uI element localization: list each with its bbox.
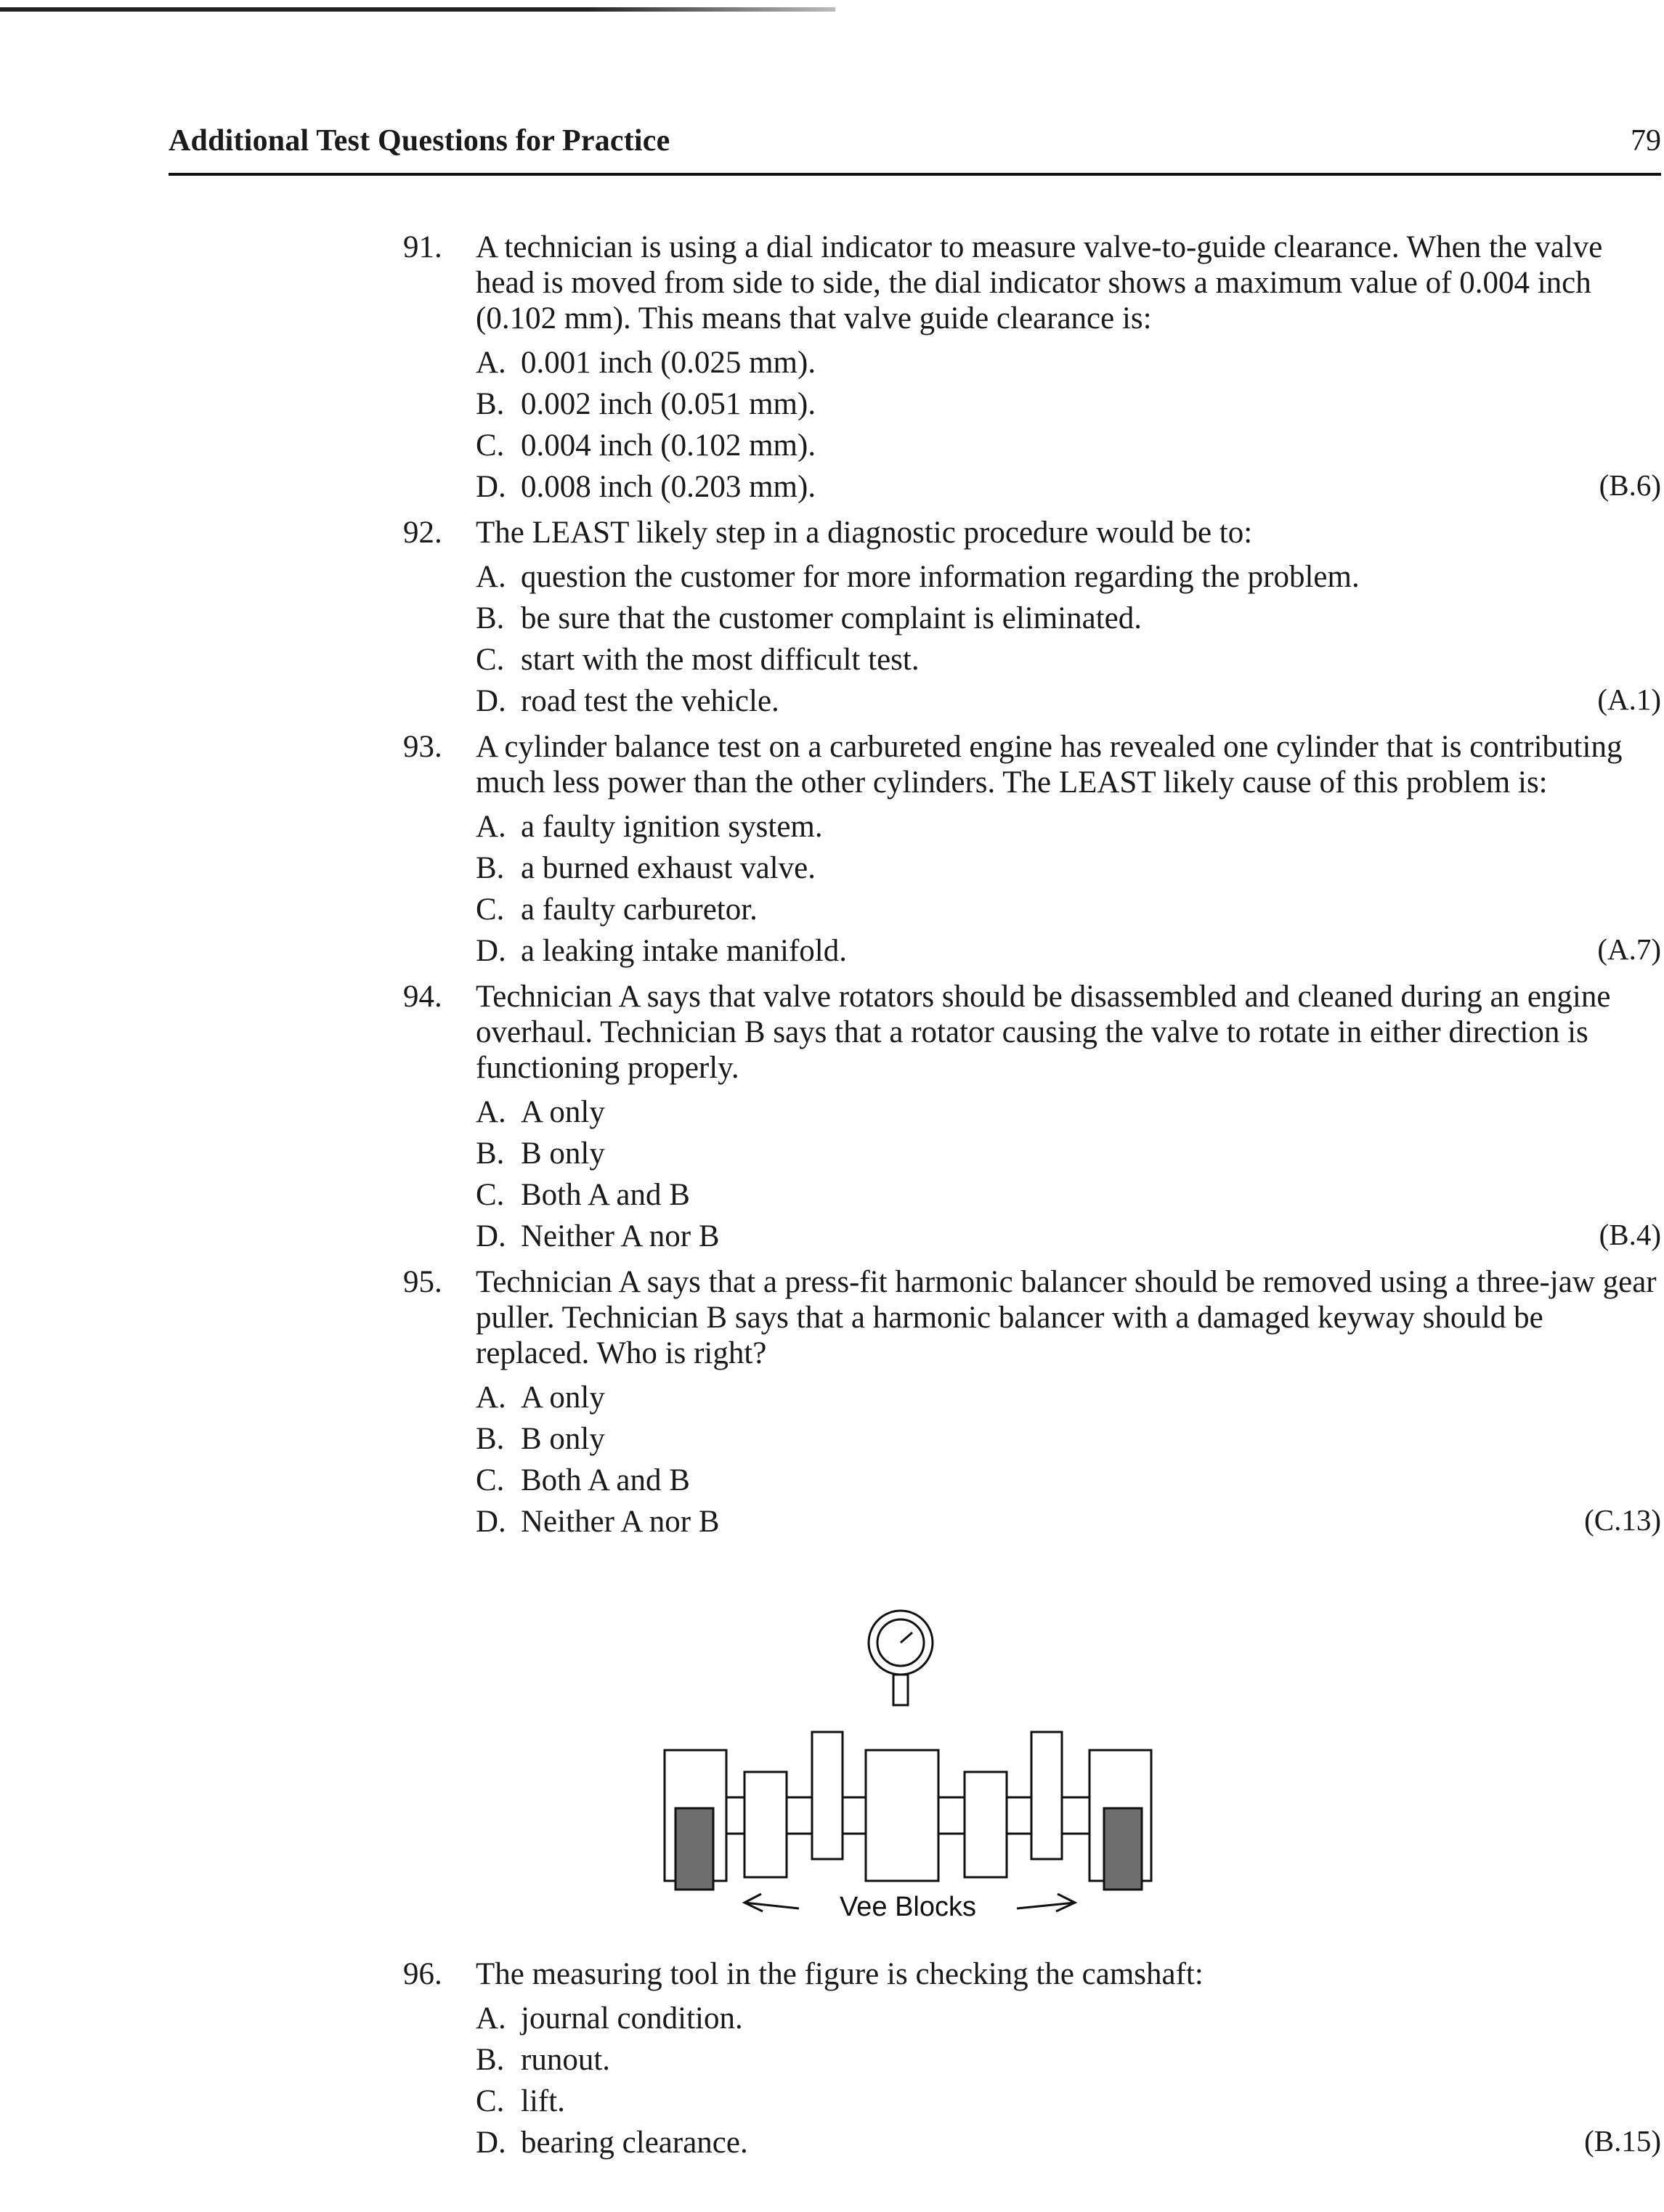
option-a: [476, 556, 1661, 598]
option-letter: D.: [476, 1219, 506, 1253]
option-b: [476, 598, 1661, 639]
camshaft-runout-figure: [654, 1598, 1177, 1939]
header-title: Additional Test Questions for Practice: [169, 124, 670, 158]
question-91: [403, 229, 1661, 508]
top-rule: [0, 7, 835, 12]
option-a: [476, 1091, 1661, 1133]
question-92: [403, 515, 1661, 722]
options-list: [476, 1091, 1661, 1257]
question-stem: The LEAST likely step in a diagnostic procedure would be to:: [476, 516, 1253, 550]
vee-block-left: [675, 1808, 713, 1890]
option-letter: A.: [476, 560, 506, 594]
options-list: [476, 806, 1661, 972]
option-c: [476, 639, 1661, 680]
option-d: [476, 1501, 1661, 1542]
option-text: a leaking intake manifold.: [521, 934, 847, 968]
option-letter: B.: [476, 851, 505, 885]
question-number: 96.: [403, 1957, 442, 1991]
option-text: journal condition.: [521, 2001, 743, 2036]
option-text: Both A and B: [521, 1463, 690, 1497]
options-list: [476, 556, 1661, 722]
question-94: [403, 979, 1661, 1257]
option-b: [476, 1418, 1661, 1460]
cam-lobe: [965, 1772, 1007, 1877]
option-text: B only: [521, 1137, 605, 1171]
option-text: 0.004 inch (0.102 mm).: [521, 428, 816, 463]
option-c: [476, 2081, 1661, 2122]
option-letter: B.: [476, 601, 505, 635]
option-text: bearing clearance.: [521, 2126, 748, 2160]
option-text: 0.008 inch (0.203 mm).: [521, 470, 816, 504]
task-reference: (A.1): [1597, 683, 1661, 716]
option-c: [476, 1460, 1661, 1501]
option-c: [476, 1174, 1661, 1216]
option-letter: C.: [476, 428, 505, 463]
option-c: [476, 425, 1661, 466]
task-reference: (B.4): [1599, 1218, 1661, 1251]
option-letter: C.: [476, 643, 505, 677]
option-text: lift.: [521, 2084, 565, 2118]
option-d: [476, 466, 1661, 508]
dial-indicator-on-camshaft-icon: [654, 1598, 1177, 1939]
option-letter: D.: [476, 684, 506, 718]
option-text: B only: [521, 1422, 605, 1456]
task-reference: (B.6): [1599, 468, 1661, 502]
option-letter: A.: [476, 346, 506, 380]
question-stem: Technician A says that a press-fit harmonic balancer should be removed using a three-jaw gear puller. Technician B says that a harmonic balancer with a damaged keyway should be replaced. Who is right?: [476, 1265, 1657, 1370]
option-text: Neither A nor B: [521, 1505, 720, 1539]
shaft-segment: [726, 1797, 744, 1834]
option-letter: B.: [476, 2043, 505, 2077]
option-letter: C.: [476, 1178, 505, 1212]
option-text: start with the most difficult test.: [521, 643, 920, 677]
option-letter: C.: [476, 892, 505, 927]
options-list: [476, 1998, 1661, 2163]
task-reference: (C.13): [1584, 1503, 1661, 1537]
question-number: 94.: [403, 980, 442, 1014]
option-letter: B.: [476, 1422, 505, 1456]
option-a: [476, 342, 1661, 383]
option-b: [476, 2039, 1661, 2081]
option-b: [476, 383, 1661, 425]
question-number: 91.: [403, 230, 442, 264]
option-letter: A.: [476, 2001, 506, 2036]
option-d: [476, 680, 1661, 722]
question-stem: The measuring tool in the figure is checking the camshaft:: [476, 1957, 1204, 1991]
question-stem: Technician A says that valve rotators should be disassembled and cleaned during an engine overhaul. Technician B says that a rotator causing the valve to rotate in either direction is functioning properly.: [476, 980, 1611, 1085]
option-d: [476, 930, 1661, 972]
option-text: runout.: [521, 2043, 611, 2077]
option-letter: C.: [476, 2084, 505, 2118]
option-text: A only: [521, 1381, 605, 1415]
task-reference: (B.15): [1584, 2124, 1661, 2158]
option-letter: B.: [476, 1137, 505, 1171]
option-a: [476, 806, 1661, 847]
question-stem: A cylinder balance test on a carbureted engine has revealed one cylinder that is contributing much less power than the other cylinders. The LEAST likely cause of this problem is:: [476, 730, 1623, 800]
cam-lobe: [744, 1772, 787, 1877]
option-letter: C.: [476, 1463, 505, 1497]
shaft-segment: [843, 1797, 866, 1834]
page-number: 79: [1631, 124, 1661, 158]
question-number: 93.: [403, 730, 442, 764]
vee-blocks-label: Vee Blocks: [840, 1892, 976, 1922]
option-letter: A.: [476, 810, 506, 844]
question-stem: A technician is using a dial indicator to measure valve-to-guide clearance. When the valve head is moved from side to side, the dial indicator shows a maximum value of 0.004 inch (0.102 mm). This means that valve guide clearance is:: [476, 230, 1603, 336]
vee-block-right: [1104, 1808, 1142, 1890]
option-text: question the customer for more information regarding the problem.: [521, 560, 1360, 594]
question-93: [403, 729, 1661, 972]
option-letter: D.: [476, 2126, 506, 2160]
dial-stem: [893, 1675, 908, 1705]
question-number: 92.: [403, 516, 442, 550]
option-letter: A.: [476, 1095, 506, 1129]
option-b: [476, 1133, 1661, 1174]
shaft-segment: [1062, 1797, 1089, 1834]
option-letter: B.: [476, 387, 505, 421]
option-text: road test the vehicle.: [521, 684, 779, 718]
option-text: A only: [521, 1095, 605, 1129]
page-header: [169, 122, 1661, 176]
option-text: Both A and B: [521, 1178, 690, 1212]
options-list: [476, 342, 1661, 508]
cam-lobe: [812, 1732, 843, 1859]
option-letter: A.: [476, 1381, 506, 1415]
option-letter: D.: [476, 470, 506, 504]
option-a: [476, 1377, 1661, 1418]
question-number: 95.: [403, 1265, 442, 1299]
task-reference: (A.7): [1597, 932, 1661, 966]
option-text: 0.001 inch (0.025 mm).: [521, 346, 816, 380]
shaft-segment: [787, 1797, 812, 1834]
question-96: [403, 1956, 1661, 2163]
option-text: a faulty carburetor.: [521, 892, 758, 927]
option-text: Neither A nor B: [521, 1219, 720, 1253]
shaft-segment: [1007, 1797, 1031, 1834]
option-text: a burned exhaust valve.: [521, 851, 816, 885]
option-d: [476, 1216, 1661, 1257]
option-text: be sure that the customer complaint is eliminated.: [521, 601, 1142, 635]
option-text: 0.002 inch (0.051 mm).: [521, 387, 816, 421]
center-journal: [866, 1750, 938, 1881]
shaft-segment: [938, 1797, 965, 1834]
cam-lobe: [1031, 1732, 1062, 1859]
option-a: [476, 1998, 1661, 2039]
option-c: [476, 889, 1661, 930]
option-b: [476, 847, 1661, 889]
option-letter: D.: [476, 934, 506, 968]
option-text: a faulty ignition system.: [521, 810, 823, 844]
question-95: [403, 1264, 1661, 1542]
options-list: [476, 1377, 1661, 1542]
option-d: [476, 2122, 1661, 2163]
option-letter: D.: [476, 1505, 506, 1539]
